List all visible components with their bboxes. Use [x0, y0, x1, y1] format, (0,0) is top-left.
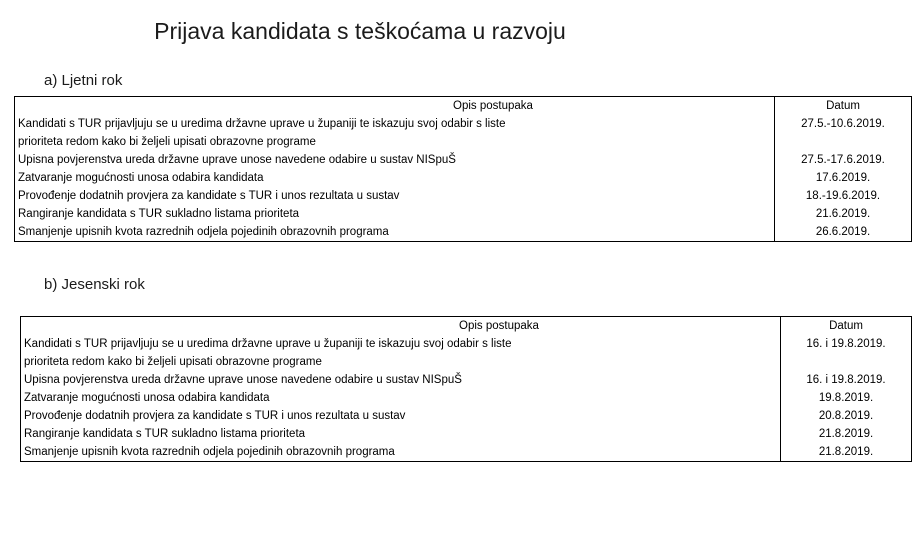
row-date: 20.8.2019.	[781, 407, 912, 425]
row-description: Rangiranje kandidata s TUR sukladno listama prioriteta	[21, 425, 781, 443]
table-row	[21, 407, 912, 425]
row-description: Zatvaranje mogućnosti unosa odabira kandidata	[21, 389, 781, 407]
row-description: Upisna povjerenstva ureda državne uprave unose navedene odabire u sustav NISpuŠ	[21, 371, 781, 389]
table-row	[21, 371, 912, 389]
header-date: Datum	[781, 317, 912, 336]
row-date: 21.6.2019.	[775, 205, 912, 223]
table-row	[21, 425, 912, 443]
table-row	[15, 169, 912, 187]
row-description: Provođenje dodatnih provjera za kandidate s TUR i unos rezultata u sustav	[21, 407, 781, 425]
table-header-row	[21, 317, 912, 336]
row-description: Smanjenje upisnih kvota razrednih odjela pojedinih obrazovnih programa	[15, 223, 775, 242]
table-row	[15, 187, 912, 205]
row-date	[781, 353, 912, 371]
row-date: 16. i 19.8.2019.	[781, 371, 912, 389]
row-description: prioriteta redom kako bi željeli upisati obrazovne programe	[15, 133, 775, 151]
autumn-schedule-table	[20, 316, 912, 462]
table-row	[15, 223, 912, 242]
row-date: 17.6.2019.	[775, 169, 912, 187]
row-description: Provođenje dodatnih provjera za kandidate s TUR i unos rezultata u sustav	[15, 187, 775, 205]
row-description: prioriteta redom kako bi željeli upisati obrazovne programe	[21, 353, 781, 371]
table-row	[21, 353, 912, 371]
section-label-autumn: b) Jesenski rok	[44, 276, 145, 293]
row-description: Upisna povjerenstva ureda državne uprave unose navedene odabire u sustav NISpuŠ	[15, 151, 775, 169]
table-row	[21, 443, 912, 462]
page-title: Prijava kandidata s teškoćama u razvoju	[154, 18, 566, 44]
table-row	[15, 151, 912, 169]
summer-schedule-table	[14, 96, 912, 242]
header-date: Datum	[775, 97, 912, 116]
row-description: Kandidati s TUR prijavljuju se u uredima državne uprave u županiji te iskazuju svoj odabir s liste	[21, 335, 781, 353]
header-description: Opis postupaka	[21, 317, 781, 336]
row-date: 26.6.2019.	[775, 223, 912, 242]
row-description: Kandidati s TUR prijavljuju se u uredima državne uprave u županiji te iskazuju svoj odabir s liste	[15, 115, 775, 133]
table-row	[15, 133, 912, 151]
row-date: 21.8.2019.	[781, 443, 912, 462]
table-row	[21, 389, 912, 407]
header-description: Opis postupaka	[15, 97, 775, 116]
table-row	[15, 115, 912, 133]
row-description: Rangiranje kandidata s TUR sukladno listama prioriteta	[15, 205, 775, 223]
row-date: 19.8.2019.	[781, 389, 912, 407]
row-description: Zatvaranje mogućnosti unosa odabira kandidata	[15, 169, 775, 187]
row-date: 16. i 19.8.2019.	[781, 335, 912, 353]
row-date: 21.8.2019.	[781, 425, 912, 443]
row-date: 27.5.-10.6.2019.	[775, 115, 912, 133]
table-row	[21, 335, 912, 353]
table-row	[15, 205, 912, 223]
table-header-row	[15, 97, 912, 116]
row-date	[775, 133, 912, 151]
row-description: Smanjenje upisnih kvota razrednih odjela pojedinih obrazovnih programa	[21, 443, 781, 462]
section-label-summer: a) Ljetni rok	[44, 72, 123, 89]
row-date: 18.-19.6.2019.	[775, 187, 912, 205]
row-date: 27.5.-17.6.2019.	[775, 151, 912, 169]
